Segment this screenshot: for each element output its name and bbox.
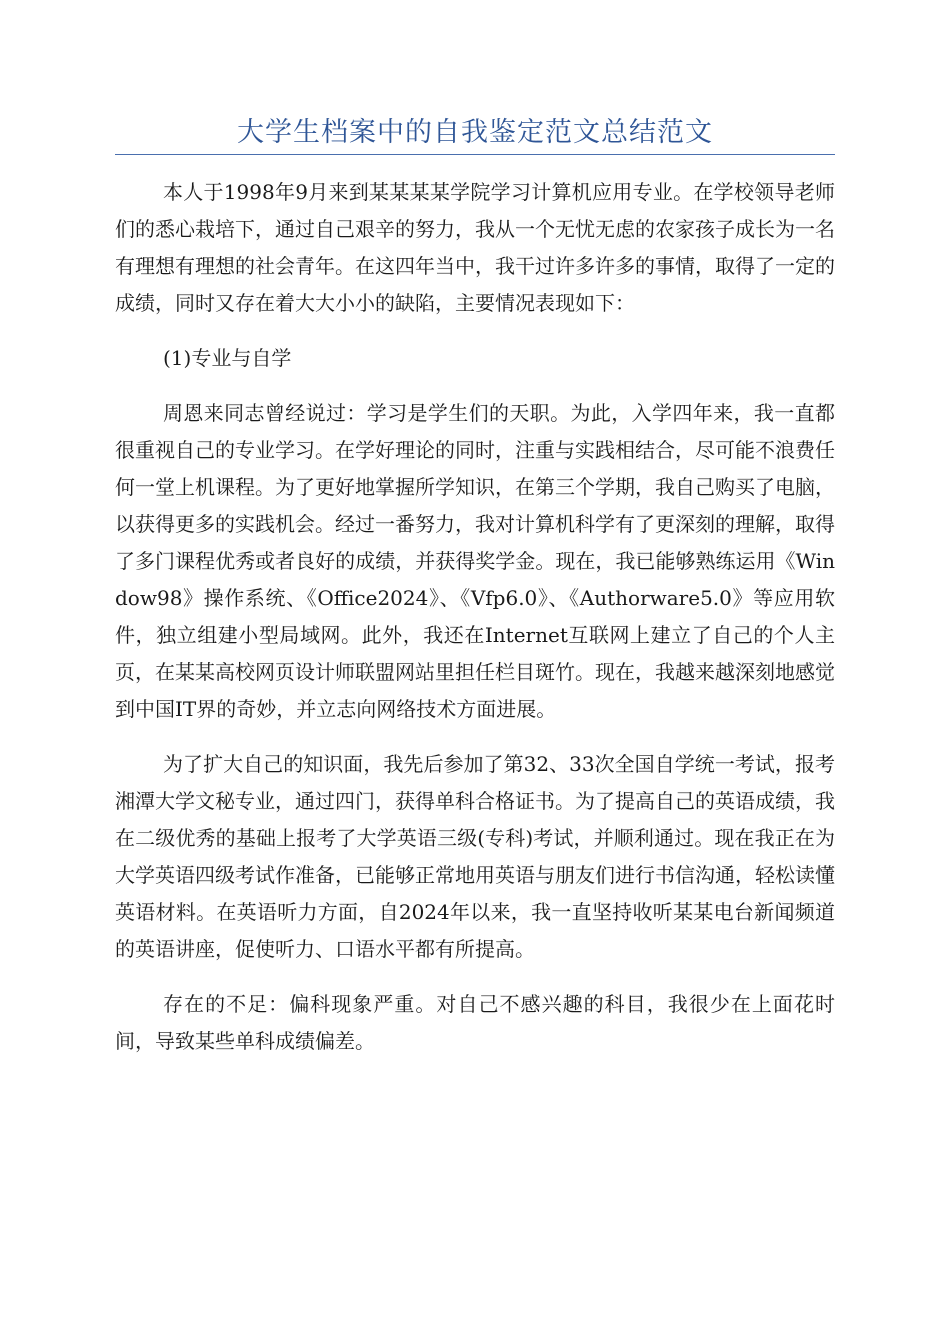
section-heading-major: (1)专业与自学 [163, 346, 292, 370]
document-title: 大学生档案中的自我鉴定范文总结范文 [237, 117, 713, 148]
title-underline [115, 154, 835, 155]
paragraph-intro: 本人于1998年9月来到某某某某学院学习计算机应用专业。在学校领导老师们的悉心栽培下，通过自己艰辛的努力，我从一个无忧无虑的农家孩子成长为一名有理想有理想的社会青年。在这四年当中，我干过许多许多的事情，取得了一定的成绩，同时又存在着大大小小的缺陷，主要情况表现如下： [115, 180, 835, 315]
paragraph-selfstudy: 为了扩大自己的知识面，我先后参加了第32、33次全国自学统一考试，报考湘潭大学文秘专业，通过四门，获得单科合格证书。为了提高自己的英语成绩，我在二级优秀的基础上报考了大学英语三级(专科)考试，并顺利通过。现在我正在为大学英语四级考试作准备，已能够正常地用英语与朋友们进行书信沟通，轻松读懂英语材料。在英语听力方面，自2024年以来，我一直坚持收听某某电台新闻频道的英语讲座，促使听力、口语水平都有所提高。 [115, 752, 835, 961]
paragraph-study: 周恩来同志曾经说过：学习是学生们的天职。为此，入学四年来，我一直都很重视自己的专业学习。在学好理论的同时，注重与实践相结合，尽可能不浪费任何一堂上机课程。为了更好地掌握所学知识，在第三个学期，我自己购买了电脑，以获得更多的实践机会。经过一番努力，我对计算机科学有了更深刻的理解，取得了多门课程优秀或者良好的成绩，并获得奖学金。现在，我已能够熟练运用《Window98》操作系统、《Office2024》、《Vfp6.0》、《Authorware5.0》等应用软件，独立组建小型局域网。此外，我还在Internet互联网上建立了自己的个人主页，在某某高校网页设计师联盟网站里担任栏目斑竹。现在，我越来越深刻地感觉到中国IT界的奇妙，并立志向网络技术方面进展。 [115, 401, 835, 721]
paragraph-shortcomings: 存在的不足：偏科现象严重。对自己不感兴趣的科目，我很少在上面花时间，导致某些单科成绩偏差。 [115, 992, 835, 1053]
document-body [115, 174, 835, 1078]
